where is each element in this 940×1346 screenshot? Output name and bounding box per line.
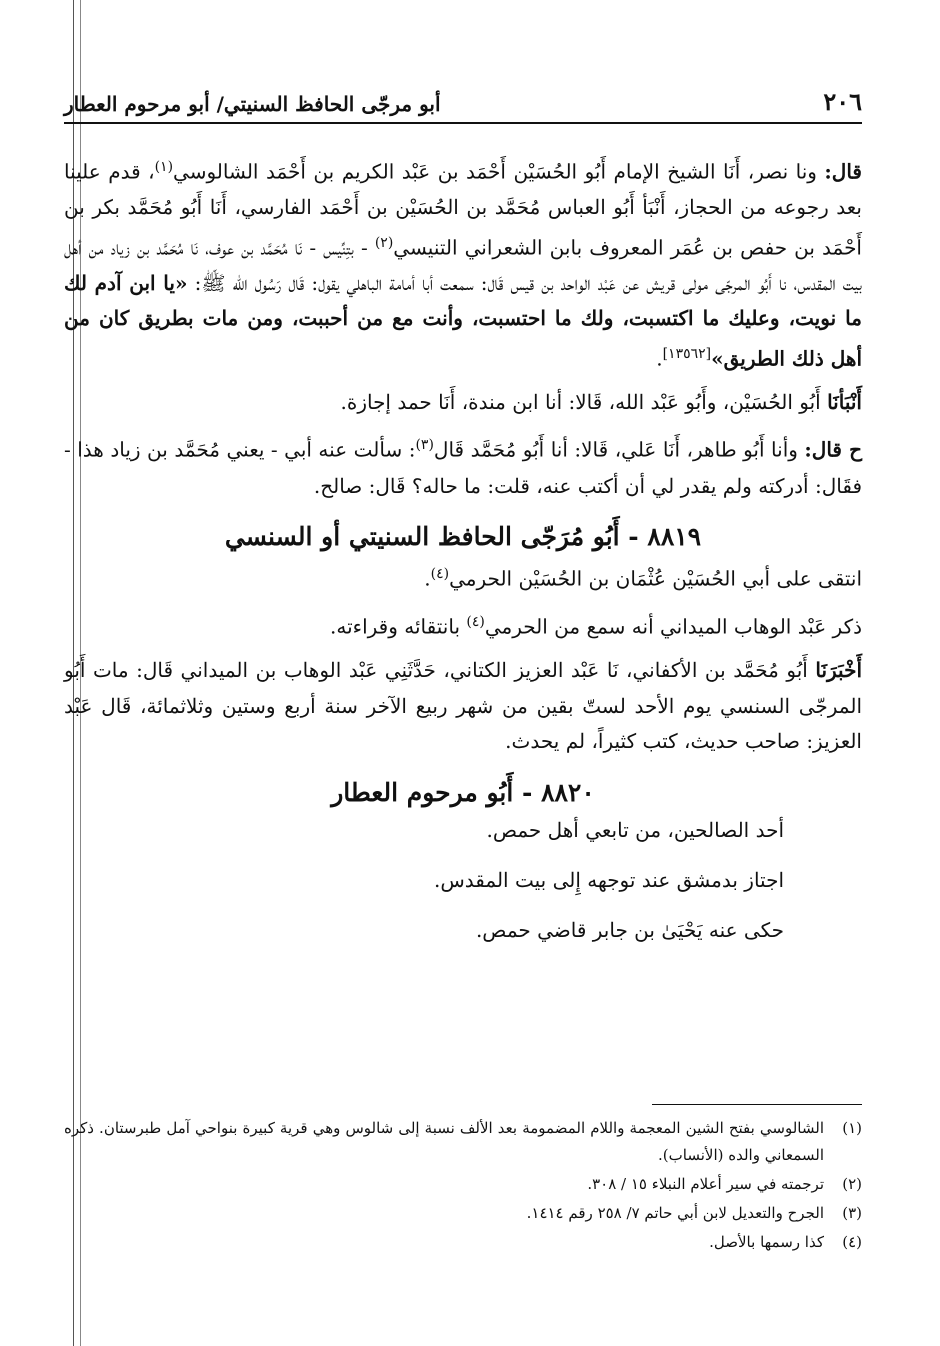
- footnote: [64, 1200, 862, 1227]
- entry-title-8819: ٨٨١٩ - أَبُو مُرَجّى الحافظ السنيتي أو السنسي: [224, 522, 702, 552]
- paragraph-text: ونا نصر، أَنَا الشيخ الإمام أَبُو الحُسَيْن أَحْمَد بن عَبْد الكريم بن أَحْمَد الشالوسي: [173, 159, 825, 184]
- footnote-text: الشالوسي بفتح الشين المعجمة واللام المضمومة بعد الألف نسبة إلى شالوس وهي قرية كبيرة بنواحي آمل طبرستان. ذكره السمعاني والده (الأنساب).: [64, 1119, 824, 1164]
- footnote-ref: (٤): [430, 566, 450, 583]
- paragraph-ha-qal: [64, 428, 862, 504]
- entry-line: [64, 557, 862, 597]
- paragraph-narration: [64, 150, 862, 377]
- page-body: [64, 150, 862, 963]
- footnote-text: ترجمته في سير أعلام النبلاء ١٥ / ٣٠٨.: [587, 1175, 824, 1193]
- footnote-divider: [652, 1104, 862, 1105]
- footnote-number: (٣): [842, 1204, 862, 1222]
- paragraph-text: .: [656, 346, 663, 371]
- footnote: [64, 1115, 862, 1169]
- entry-line: أحد الصالحين، من تابعي أهل حمص.: [486, 817, 784, 842]
- footnote-number: (٤): [842, 1233, 862, 1251]
- entry-line: اجتاز بدمشق عند توجهه إِلى بيت المقدس.: [434, 867, 784, 892]
- lead-word: ح قال:: [804, 438, 862, 463]
- footnote-text: الجرح والتعديل لابن أبي حاتم ٧/ ٢٥٨ رقم ١٤١٤.: [526, 1204, 824, 1222]
- paragraph-text: ، قدم علينا بعد رجوعه من الحجاز، أَنْبَأ أَبُو العباس مُحَمَّد بن الحُسَيْن بن أَحْمَد الفارسي، أَنَا أَبُو مُحَمَّد بكر بن أَحْمَد بن حفص بن عُمَر المعروف بابن الشعراني التنيسي: [64, 159, 862, 260]
- page-number: ٢٠٦: [823, 87, 862, 116]
- footnote-ref: (١): [154, 159, 174, 175]
- paragraph-text: .: [424, 566, 431, 591]
- running-title: أبو مرجّى الحافظ السنيتي/ أبو مرحوم العطار: [64, 92, 441, 116]
- paragraph-text: أَبُو الحُسَيْن، وأَبُو عَبْد الله، قَالا: أنا ابن مندة، أَنَا حمد إجازة.: [340, 389, 828, 414]
- footnote: [64, 1229, 862, 1256]
- lead-word: قال:: [824, 159, 862, 184]
- paragraph-anbana: [64, 385, 862, 421]
- footnote-number: (٢): [842, 1175, 862, 1193]
- footnote-number: (١): [842, 1119, 862, 1137]
- paragraph-text: - بتِنِّيس - نَا مُحَمَّد بن عوف، نَا مُحَمَّد بن زياد من أهل بيت المقدس، نا أَبُو المرجّى مولى قريش عن عَبْد الواحد بن قيس قَال: سمعت أبا أمامة الباهلي يقول: قَال رَسُول الله ﷺ:: [64, 235, 862, 295]
- footnote-text: كذا رسمها بالأصل.: [709, 1233, 824, 1251]
- paragraph-akhbarana: [64, 653, 862, 760]
- footnote-ref: (٢): [374, 234, 394, 251]
- paragraph-text: : سألت عنه أبي - يعني مُحَمَّد بن زياد هذا - فقَال: أدركته ولم يقدر لي أن أكتب عنه، قلت: ما حاله؟ قَال: صالح.: [64, 438, 862, 498]
- lead-word: أَخْبَرَنَا: [815, 658, 862, 683]
- paragraph-text: انتقى على أبي الحُسَيْن عُثْمَان بن الحُسَيْن الحرمي: [449, 566, 862, 591]
- footnote-ref: (٣): [415, 437, 434, 454]
- entry-line: [64, 605, 862, 645]
- hadith-number: [١٣٥٦٢]: [662, 345, 712, 362]
- entry-title-8820: ٨٨٢٠ - أَبُو مرحوم العطار: [331, 777, 595, 807]
- paragraph-text: أَبُو مُحَمَّد بن الأكفاني، نَا عَبْد العزيز الكتاني، حَدَّثَنِي عَبْد الوهاب بن الميداني قَال: مات أَبُو المرجّى السنسي يوم الأحد لستّ بقين من شهر ربيع الآخر سنة أربع وستين وثلاثمائة، قَال عَبْد العزيز: صاحب حديث، كتب كثيراً، لم يحدث.: [64, 658, 862, 754]
- entry-line: حكى عنه يَحْيَىٰ بن جابر قاضي حمص.: [475, 917, 784, 942]
- lead-word: أَنْبَأنَا: [827, 389, 862, 414]
- footnotes: [64, 1104, 862, 1258]
- hadith-quote: «يا ابن آدم لك ما نويت، وعليك ما اكتسبت، ولك ما احتسبت، وأنت مع من أحببت، ومن مات بطريق كان من أهل ذلك الطريق»: [64, 270, 862, 371]
- paragraph-text: بانتقائه وقراءته.: [330, 614, 467, 639]
- footnote-ref: (٤): [466, 614, 485, 631]
- paragraph-text: وأنا أَبُو طاهر، أَنَا عَلي، قَالا: أنا أَبُو مُحَمَّد قَال: [433, 438, 805, 463]
- page-header: [64, 80, 862, 124]
- paragraph-text: ذكر عَبْد الوهاب الميداني أنه سمع من الحرمي: [484, 614, 862, 639]
- footnote: [64, 1171, 862, 1198]
